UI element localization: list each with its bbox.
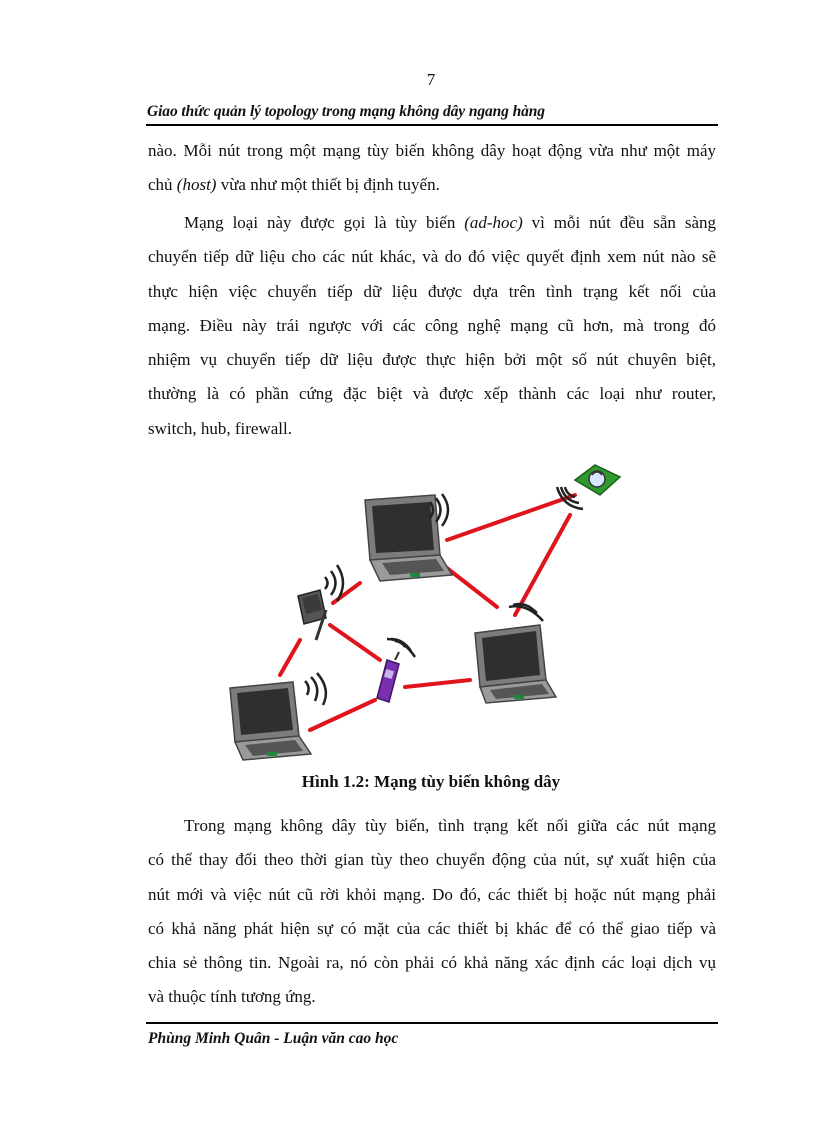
paragraph-line: nhiệm vụ chuyển tiếp dữ liệu được thực hiện bởi một số nút chuyên biệt, [148, 350, 716, 370]
wifi-signal-icon [305, 673, 326, 705]
paragraph-2 [148, 206, 716, 446]
paragraph-line: nút mới và việc nút cũ rời khỏi mạng. Do đó, các thiết bị hoặc nút mạng phải [148, 884, 716, 904]
link-laptop-left-to-phone [310, 700, 375, 730]
link-access-point-to-laptop-right [515, 515, 570, 615]
paragraph-line: chuyển tiếp dữ liệu cho các nút khác, và do đó việc quyết định xem nút nào sẽ [148, 247, 716, 267]
paragraph-3 [148, 809, 716, 1015]
page-number: 7 [426, 70, 436, 89]
running-header: Giao thức quản lý topology trong mạng không dây ngang hàng [147, 103, 545, 120]
paragraph-line: thường là có phần cứng đặc biệt và được xếp thành các loại như router, [148, 384, 716, 404]
paragraph-line: có thể thay đổi theo thời gian tùy theo chuyển động của nút, sự xuất hiện của [148, 850, 716, 870]
paragraph-line: và thuộc tính tương ứng. [148, 987, 316, 1007]
wifi-signal-icon [387, 639, 415, 657]
paragraph-line: chia sẻ thông tin. Ngoài ra, nó còn phải có khả năng xác định các loại dịch vụ [148, 953, 716, 973]
paragraph-line: thực hiện việc chuyển tiếp dữ liệu được dựa trên tình trạng kết nối của [148, 281, 716, 301]
adhoc-network-figure [225, 455, 635, 765]
link-pda-to-laptop-left [280, 640, 300, 675]
paragraph-line: switch, hub, firewall. [148, 418, 292, 438]
paragraph-line: mạng. Điều này trái ngược với các công nghệ mạng cũ hơn, mà trong đó [148, 315, 716, 335]
paragraph-line: Trong mạng không dây tùy biến, tình trạng kết nối giữa các nút mạng [184, 816, 716, 835]
laptop-top-icon [365, 495, 452, 581]
laptop-right-icon [475, 625, 556, 703]
link-laptop-top-to-laptop-right [443, 565, 497, 607]
access-point-icon [575, 465, 620, 495]
pda-icon [298, 590, 326, 640]
paragraph-line: Mạng loại này được gọi là tùy biến (ad-hoc) vì mỗi nút đều sẵn sàng [184, 213, 716, 232]
paragraph-1 [148, 134, 716, 203]
header-rule [146, 124, 718, 126]
figure-caption: Hình 1.2: Mạng tùy biến không dây [301, 772, 561, 791]
paragraph-line: có khả năng phát hiện sự có mặt của các thiết bị khác để có thể giao tiếp và [148, 918, 716, 938]
link-laptop-top-to-access-point [447, 495, 575, 540]
wifi-signal-icon [325, 565, 343, 601]
footer-rule [146, 1022, 718, 1024]
link-pda-to-phone [330, 625, 380, 660]
paragraph-line: chủ (host) vừa như một thiết bị định tuyến. [148, 175, 440, 195]
link-phone-to-laptop-right [405, 680, 470, 687]
paragraph-line: nào. Mỗi nút trong một mạng tùy biến không dây hoạt động vừa như một máy [148, 141, 716, 160]
footer-author: Phùng Minh Quân - Luận văn cao học [148, 1030, 399, 1047]
laptop-left-icon [230, 682, 311, 760]
